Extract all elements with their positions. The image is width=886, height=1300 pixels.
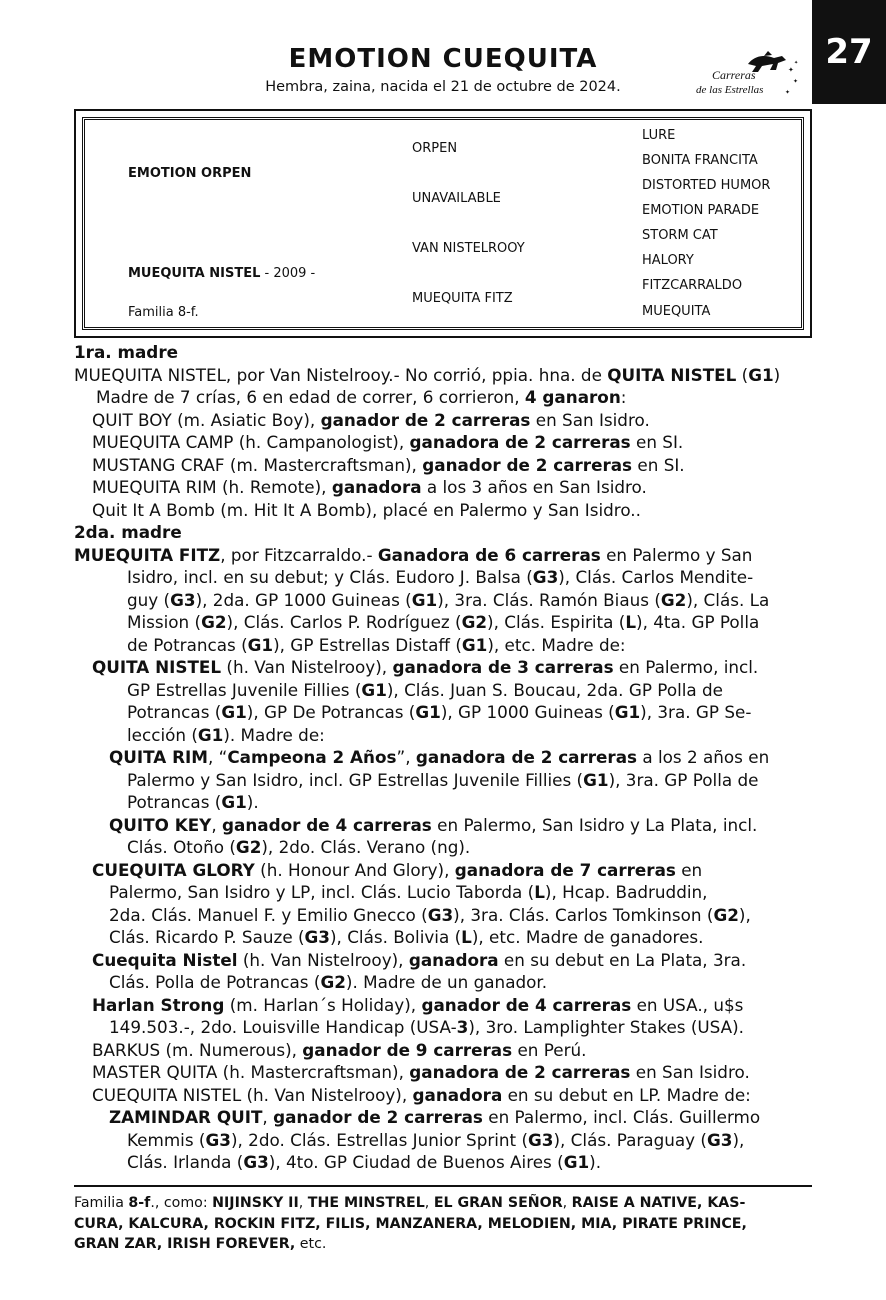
pedigree-dam: MUEQUITA NISTEL xyxy=(128,266,261,281)
produce-quit-it-a-bomb: Quit It A Bomb (m. Hit It A Bomb), placé en Palermo y San Isidro.. xyxy=(92,499,641,520)
produce-muequita-camp: MUEQUITA CAMP (h. Campanologist), ganadora de 2 carreras en SI. xyxy=(92,432,684,452)
svg-text:✦: ✦ xyxy=(794,60,799,66)
pedigree-gen3-7: FITZCARRALDO xyxy=(642,278,743,293)
pedigree-gen3-2: BONITA FRANCITA xyxy=(642,153,758,168)
pedigree-table xyxy=(74,109,812,338)
pedigree-sire: EMOTION ORPEN xyxy=(128,166,252,181)
pedigree-gen3-6: HALORY xyxy=(642,253,694,268)
carreras-de-las-estrellas-logo xyxy=(690,50,805,102)
pedigree-dam-line xyxy=(128,266,315,281)
logo-text-2: de las Estrellas xyxy=(696,84,764,96)
second-dam-heading: 2da. madre xyxy=(74,522,182,542)
page-title: EMOTION CUEQUITA xyxy=(288,44,598,74)
produce-cuequita-nistel-black: Cuequita Nistel (h. Van Nistelrooy), ganadora en su debut en La Plata, 3ra. Clás. Polla de Potrancas (G2). Madre de un ganador. xyxy=(92,949,747,992)
pedigree-gen3-3: DISTORTED HUMOR xyxy=(642,178,771,193)
produce-quita-nistel: QUITA NISTEL (h. Van Nistelrooy), ganadora de 3 carreras en Palermo, incl. GP Estrellas Juvenile Fillies (G1), Clás. Juan S. Boucau, 2da. GP Polla de Potrancas (G1), GP De Potrancas (G1), GP 1000 Guineas (G1), 3ra. GP Se- lección (G1). Madre de: xyxy=(92,657,759,745)
produce-zamindar-quit: ZAMINDAR QUIT, ganador de 2 carreras en Palermo, incl. Clás. Guillermo Kemmis (G3), 2do. Clás. Estrellas Junior Sprint (G3), Clás. Paraguay (G3), Clás. Irlanda (G3), 4to. GP Ciudad de Buenos Aires (G1). xyxy=(109,1107,761,1172)
pedigree-gen3-1: LURE xyxy=(642,128,676,143)
first-dam-heading: 1ra. madre xyxy=(74,342,178,362)
family-text xyxy=(74,341,814,1174)
first-dam-entry: MUEQUITA NISTEL, por Van Nistelrooy.- No corrió, ppia. hna. de QUITA NISTEL (G1) xyxy=(74,364,781,385)
page-number: 27 xyxy=(812,0,886,104)
svg-text:✦: ✦ xyxy=(788,66,794,74)
produce-quita-rim: QUITA RIM, “Campeona 2 Años”, ganadora de 2 carreras a los 2 años en Palermo y San Isidro, incl. GP Estrellas Juvenile Fillies (G1), 3ra. GP Polla de Potrancas (G1). xyxy=(109,747,770,812)
produce-barkus: BARKUS (m. Numerous), ganador de 9 carreras en Perú. xyxy=(92,1039,587,1060)
pedigree-gen3-8: MUEQUITA xyxy=(642,304,711,319)
pedigree-gen2-1: ORPEN xyxy=(412,141,458,156)
produce-mustang-craf: MUSTANG CRAF (m. Mastercraftsman), ganador de 2 carreras en SI. xyxy=(92,454,685,475)
produce-harlan-strong: Harlan Strong (m. Harlan´s Holiday), ganador de 4 carreras en USA., u$s 149.503.-, 2do. Louisville Handicap (USA-3), 3ro. Lamplighter Stakes (USA). xyxy=(92,994,744,1037)
produce-summary: Madre de 7 crías, 6 en edad de correr, 6 corrieron, 4 ganaron: xyxy=(96,387,627,407)
produce-muequita-rim: MUEQUITA RIM (h. Remote), ganadora a los 3 años en San Isidro. xyxy=(92,477,647,497)
produce-cuequita-glory: CUEQUITA GLORY (h. Honour And Glory), ganadora de 7 carreras en Palermo, San Isidro y LP, incl. Clás. Lucio Taborda (L), Hcap. Badruddin, 2da. Clás. Manuel F. y Emilio Gnecco (G3), 3ra. Clás. Carlos Tomkinson (G2), Clás. Ricardo P. Sauze (G3), Clás. Bolivia (L), etc. Madre de ganadores. xyxy=(92,859,751,947)
svg-text:✦: ✦ xyxy=(785,89,791,96)
family-footer: Familia 8-f., como: NIJINSKY II, THE MINSTREL, EL GRAN SEÑOR, RAISE A NATIVE, KAS- CURA, KALCURA, ROCKIN FITZ, FILIS, MANZANERA, MELODIEN, MIA, PIRATE PRINCE, GRAN ZAR, IRISH FOREVER, etc. xyxy=(74,1195,747,1252)
pedigree-gen3-4: EMOTION PARADE xyxy=(642,203,760,218)
pedigree-gen2-4: MUEQUITA FITZ xyxy=(412,291,513,306)
produce-quito-key: QUITO KEY, ganador de 4 carreras en Palermo, San Isidro y La Plata, incl. Clás. Otoño (G2), 2do. Clás. Verano (ng). xyxy=(109,814,758,857)
produce-master-quita: MASTER QUITA (h. Mastercraftsman), ganadora de 2 carreras en San Isidro. xyxy=(92,1062,750,1082)
produce-cuequita-nistel: CUEQUITA NISTEL (h. Van Nistelrooy), ganadora en su debut en LP. Madre de: xyxy=(92,1084,751,1105)
pedigree-gen2-2: UNAVAILABLE xyxy=(412,191,501,206)
pedigree-gen2-3: VAN NISTELROOY xyxy=(412,241,525,256)
svg-text:✦: ✦ xyxy=(793,78,799,85)
page-subtitle: Hembra, zaina, nacida el 21 de octubre de 2024. xyxy=(265,79,621,95)
pedigree-family: Familia 8-f. xyxy=(128,305,199,320)
pedigree-dam-year: - 2009 - xyxy=(260,266,316,281)
pedigree-gen3-5: STORM CAT xyxy=(642,228,718,243)
footer-divider xyxy=(74,1185,812,1187)
second-dam-entry: MUEQUITA FITZ, por Fitzcarraldo.- Ganadora de 6 carreras en Palermo y San Isidro, incl. en su debut; y Clás. Eudoro J. Balsa (G3), Clás. Carlos Mendite- guy (G3), 2da. GP 1000 Guineas (G1), 3ra. Clás. Ramón Biaus (G2), Clás. La Mission (G2), Clás. Carlos P. Rodríguez (G2), Clás. Espirita (L), 4ta. GP Polla de Potrancas (G1), GP Estrellas Distaff (G1), etc. Madre de: xyxy=(74,544,770,655)
produce-quit-boy: QUIT BOY (m. Asiatic Boy), ganador de 2 carreras en San Isidro. xyxy=(92,409,650,430)
logo-text-1: Carreras xyxy=(712,68,756,82)
